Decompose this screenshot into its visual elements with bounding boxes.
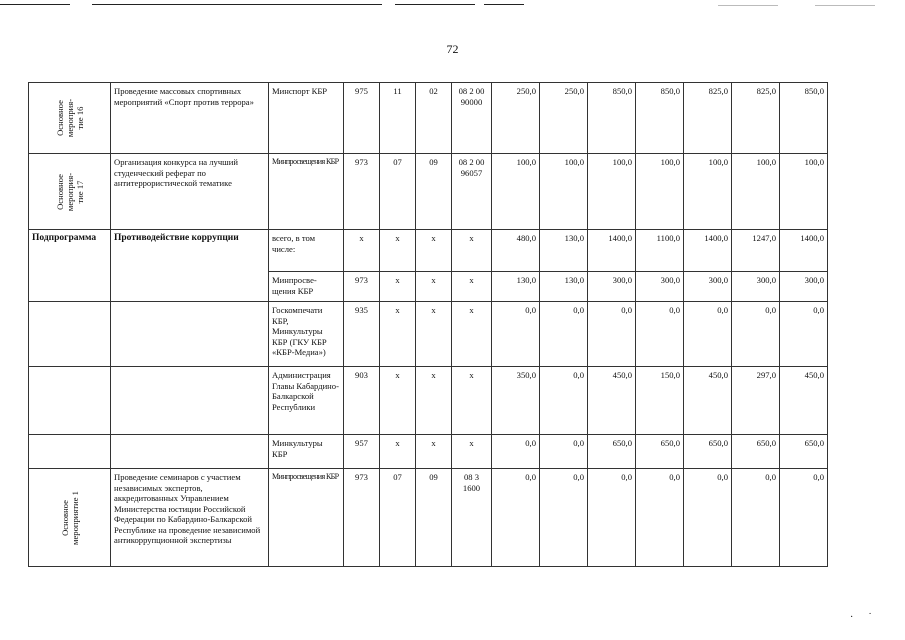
value-cell: 0,0 xyxy=(732,469,780,567)
value-cell: 100,0 xyxy=(492,154,540,230)
csr-cell: x xyxy=(452,367,492,435)
grbs-cell: 935 xyxy=(344,302,380,367)
status-cell xyxy=(29,367,111,435)
value-cell: 100,0 xyxy=(540,154,588,230)
csr-cell: x xyxy=(452,435,492,469)
value-cell: 0,0 xyxy=(540,302,588,367)
value-cell: 0,0 xyxy=(684,469,732,567)
pr-cell: x xyxy=(416,272,452,302)
scan-artifact: · ˙ xyxy=(850,612,872,623)
csr-cell: x xyxy=(452,302,492,367)
csr-cell: 08 2 00 96057 xyxy=(452,154,492,230)
value-cell: 300,0 xyxy=(780,272,828,302)
rz-cell: x xyxy=(380,302,416,367)
csr-cell: x xyxy=(452,272,492,302)
value-cell: 850,0 xyxy=(588,83,636,154)
executor-cell: Минпросвещения КБР xyxy=(269,469,344,567)
executor-cell: Администрация Главы Кабардино-Балкарской Республики xyxy=(269,367,344,435)
rz-cell: x xyxy=(380,367,416,435)
table-row xyxy=(29,435,828,469)
value-cell: 0,0 xyxy=(540,435,588,469)
value-cell: 300,0 xyxy=(588,272,636,302)
value-cell: 650,0 xyxy=(732,435,780,469)
csr-cell: 08 3 1600 xyxy=(452,469,492,567)
value-cell: 450,0 xyxy=(684,367,732,435)
name-cell: Организация конкурса на лучший студенческий реферат по антитеррористической тематике xyxy=(111,154,269,230)
pr-cell: x xyxy=(416,435,452,469)
value-cell: 100,0 xyxy=(636,154,684,230)
status-cell xyxy=(29,302,111,367)
rz-cell: 07 xyxy=(380,469,416,567)
status-cell: Основное мероприя- тие 16 xyxy=(29,83,111,154)
page-number: 72 xyxy=(446,42,459,56)
name-cell: Противодействие коррупции xyxy=(111,230,269,302)
value-cell: 300,0 xyxy=(684,272,732,302)
executor-cell: Минкультуры КБР xyxy=(269,435,344,469)
value-cell: 300,0 xyxy=(732,272,780,302)
rz-cell: 11 xyxy=(380,83,416,154)
table-row xyxy=(29,302,828,367)
value-cell: 350,0 xyxy=(492,367,540,435)
rz-cell: x xyxy=(380,230,416,272)
budget-table xyxy=(28,82,828,567)
value-cell: 450,0 xyxy=(780,367,828,435)
table-row xyxy=(29,367,828,435)
value-cell: 250,0 xyxy=(492,83,540,154)
value-cell: 0,0 xyxy=(780,302,828,367)
value-cell: 1400,0 xyxy=(684,230,732,272)
value-cell: 150,0 xyxy=(636,367,684,435)
value-cell: 1247,0 xyxy=(732,230,780,272)
executor-cell: Госкомпечати КБР, Минкультуры КБР (ГКУ КБР «КБР-Медиа») xyxy=(269,302,344,367)
value-cell: 0,0 xyxy=(636,469,684,567)
value-cell: 130,0 xyxy=(540,230,588,272)
name-cell xyxy=(111,367,269,435)
value-cell: 480,0 xyxy=(492,230,540,272)
value-cell: 0,0 xyxy=(492,302,540,367)
pr-cell: x xyxy=(416,367,452,435)
name-cell: Проведение семинаров с участием независимых экспертов, аккредитованных Управлением Министерства юстиции Российской Федерации по Кабардино-Балкарской Республике на проведение независимой антикоррупционной экспертизы xyxy=(111,469,269,567)
grbs-cell: 973 xyxy=(344,272,380,302)
value-cell: 0,0 xyxy=(684,302,732,367)
value-cell: 1400,0 xyxy=(588,230,636,272)
pr-cell: 09 xyxy=(416,154,452,230)
value-cell: 0,0 xyxy=(540,469,588,567)
grbs-cell: x xyxy=(344,230,380,272)
value-cell: 650,0 xyxy=(780,435,828,469)
executor-cell: Минспорт КБР xyxy=(269,83,344,154)
value-cell: 450,0 xyxy=(588,367,636,435)
value-cell: 0,0 xyxy=(492,435,540,469)
value-cell: 250,0 xyxy=(540,83,588,154)
value-cell: 0,0 xyxy=(588,469,636,567)
value-cell: 100,0 xyxy=(780,154,828,230)
pr-cell: x xyxy=(416,302,452,367)
rz-cell: 07 xyxy=(380,154,416,230)
scan-top-rule xyxy=(0,4,905,7)
status-cell: Подпрограмма xyxy=(29,230,111,302)
table-row xyxy=(29,154,828,230)
table-row xyxy=(29,469,828,567)
value-cell: 650,0 xyxy=(636,435,684,469)
value-cell: 130,0 xyxy=(492,272,540,302)
executor-cell: Минпросве-щения КБР xyxy=(269,272,344,302)
grbs-cell: 957 xyxy=(344,435,380,469)
grbs-cell: 973 xyxy=(344,469,380,567)
value-cell: 0,0 xyxy=(732,302,780,367)
csr-cell: x xyxy=(452,230,492,272)
pr-cell: x xyxy=(416,230,452,272)
value-cell: 650,0 xyxy=(588,435,636,469)
value-cell: 650,0 xyxy=(684,435,732,469)
csr-cell: 08 2 00 90000 xyxy=(452,83,492,154)
rz-cell: x xyxy=(380,272,416,302)
name-cell xyxy=(111,435,269,469)
pr-cell: 09 xyxy=(416,469,452,567)
value-cell: 850,0 xyxy=(636,83,684,154)
value-cell: 100,0 xyxy=(732,154,780,230)
value-cell: 1100,0 xyxy=(636,230,684,272)
value-cell: 825,0 xyxy=(732,83,780,154)
value-cell: 0,0 xyxy=(540,367,588,435)
value-cell: 130,0 xyxy=(540,272,588,302)
pr-cell: 02 xyxy=(416,83,452,154)
grbs-cell: 903 xyxy=(344,367,380,435)
status-cell: Основное мероприятие 1 xyxy=(29,469,111,567)
status-cell: Основное мероприя- тие 17 xyxy=(29,154,111,230)
grbs-cell: 973 xyxy=(344,154,380,230)
value-cell: 825,0 xyxy=(684,83,732,154)
name-cell: Проведение массовых спортивных мероприятий «Спорт против террора» xyxy=(111,83,269,154)
value-cell: 0,0 xyxy=(588,302,636,367)
table-row xyxy=(29,83,828,154)
executor-cell: всего, в том числе: xyxy=(269,230,344,272)
name-cell xyxy=(111,302,269,367)
executor-cell: Минпросвещения КБР xyxy=(269,154,344,230)
value-cell: 0,0 xyxy=(780,469,828,567)
value-cell: 850,0 xyxy=(780,83,828,154)
rz-cell: x xyxy=(380,435,416,469)
grbs-cell: 975 xyxy=(344,83,380,154)
value-cell: 0,0 xyxy=(636,302,684,367)
value-cell: 297,0 xyxy=(732,367,780,435)
table-row xyxy=(29,230,828,272)
value-cell: 100,0 xyxy=(588,154,636,230)
value-cell: 1400,0 xyxy=(780,230,828,272)
value-cell: 0,0 xyxy=(492,469,540,567)
status-cell xyxy=(29,435,111,469)
value-cell: 100,0 xyxy=(684,154,732,230)
value-cell: 300,0 xyxy=(636,272,684,302)
